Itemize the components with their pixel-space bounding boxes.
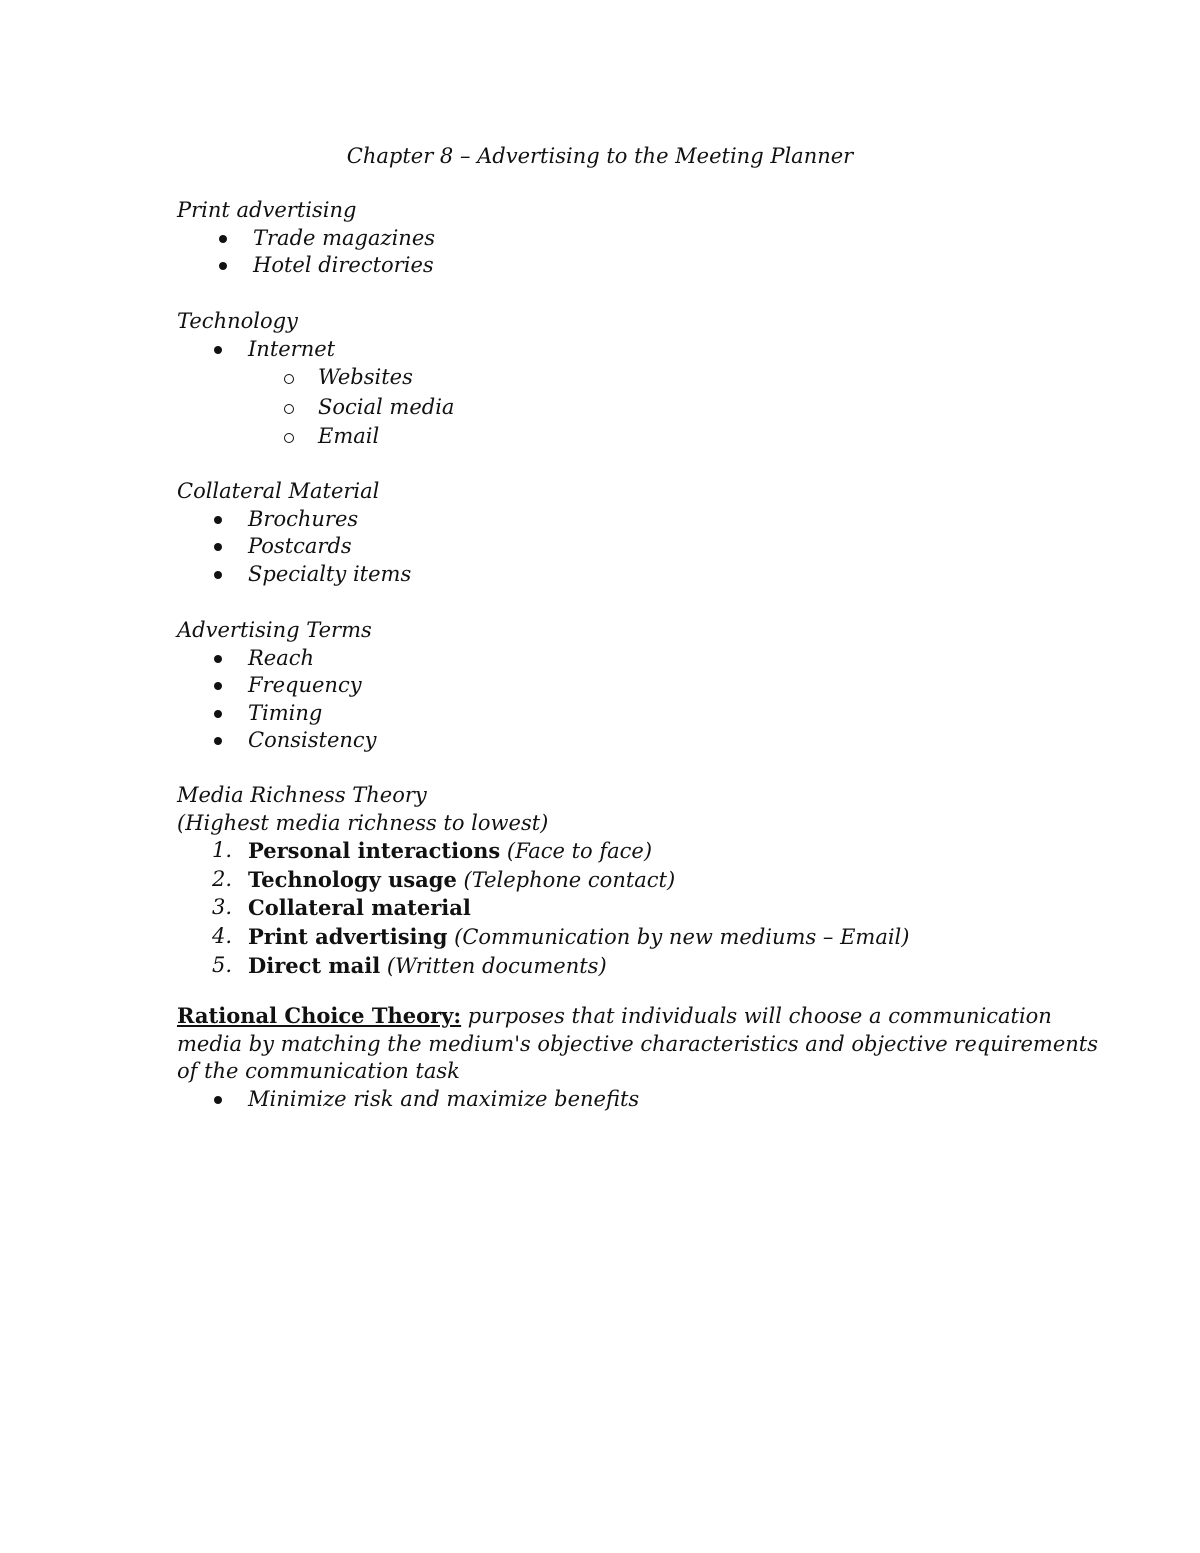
list-item	[177, 533, 1037, 561]
section-rational-choice-theory	[177, 1002, 1098, 1113]
section-media-richness-theory	[177, 782, 1037, 980]
item-note: (Communication by new mediums – Email)	[454, 924, 910, 949]
section-heading: Collateral Material	[177, 479, 380, 503]
item-number: 1.	[212, 838, 233, 863]
numbered-item	[177, 952, 1037, 981]
section-subheading: (Highest media richness to lowest)	[177, 810, 549, 835]
bullet-list	[177, 506, 1037, 589]
item-bold-text: Direct mail	[248, 952, 381, 978]
section-advertising-terms	[177, 617, 1037, 755]
list-item-text: Internet	[248, 336, 336, 361]
list-item	[177, 727, 1037, 755]
list-item-text: Brochures	[248, 506, 359, 531]
list-item-text: Reach	[248, 645, 315, 670]
list-item-text: Timing	[248, 700, 323, 725]
list-item-text: Hotel directories	[253, 253, 434, 278]
item-note: (Face to face)	[506, 839, 653, 864]
paragraph-line: media by matching the medium's objective characteristics and objective requirements	[177, 1031, 1098, 1056]
bullet-icon	[214, 571, 222, 579]
section-heading: Print advertising	[177, 198, 357, 222]
item-note: (Telephone contact)	[463, 867, 676, 892]
section-heading: Advertising Terms	[177, 618, 372, 642]
bullet-list	[177, 1086, 1037, 1114]
item-bold-text: Collateral material	[248, 895, 471, 921]
hollow-bullet-icon	[284, 404, 294, 414]
list-item-text: Minimize risk and maximize benefits	[248, 1086, 640, 1111]
paragraph-line: purposes that individuals will choose a communication	[467, 1004, 1052, 1028]
section-heading: Technology	[177, 309, 298, 333]
sub-list-item-text: Social media	[318, 394, 455, 419]
item-bold-text: Technology usage	[248, 866, 457, 892]
list-item-text: Trade magazines	[253, 225, 436, 250]
list-item	[177, 645, 1037, 673]
item-bold-text: Print advertising	[248, 923, 448, 949]
list-item	[177, 336, 1037, 364]
bullet-list	[177, 225, 1037, 280]
sub-list-item-text: Websites	[318, 365, 413, 390]
numbered-item	[177, 866, 1037, 895]
list-item	[177, 561, 1037, 589]
numbered-list	[177, 837, 1037, 980]
list-item-text: Frequency	[248, 673, 362, 698]
section-heading: Media Richness Theory	[177, 783, 427, 807]
list-item-text: Consistency	[248, 728, 377, 753]
list-item	[177, 252, 1037, 280]
list-item	[177, 225, 1037, 253]
item-bold-text: Personal interactions	[248, 838, 501, 864]
list-item	[177, 1086, 1037, 1114]
sub-list-item	[177, 363, 1037, 393]
term-label: Rational Choice Theory:	[177, 1003, 462, 1028]
bullet-list	[177, 336, 1037, 364]
bullet-icon	[214, 1096, 222, 1104]
section-collateral-material	[177, 478, 1037, 588]
bullet-icon	[214, 516, 222, 524]
item-note: (Written documents)	[386, 953, 607, 978]
bullet-list	[177, 645, 1037, 755]
paragraph-line: of the communication task	[177, 1059, 460, 1084]
bullet-icon	[214, 710, 222, 718]
sub-list-item	[177, 393, 1037, 423]
bullet-icon	[214, 655, 222, 663]
item-number: 3.	[212, 895, 233, 920]
list-item	[177, 506, 1037, 534]
numbered-item	[177, 837, 1037, 866]
item-number: 5.	[212, 952, 233, 977]
paragraph	[177, 1002, 1098, 1086]
bullet-icon	[219, 235, 227, 243]
numbered-item	[177, 894, 1037, 923]
item-number: 2.	[212, 866, 233, 891]
numbered-item	[177, 923, 1037, 952]
list-item	[177, 672, 1037, 700]
list-item-text: Postcards	[248, 534, 352, 559]
list-item	[177, 700, 1037, 728]
list-item-text: Specialty items	[248, 561, 412, 586]
section-print-advertising	[177, 197, 1037, 280]
sub-list-item-text: Email	[318, 424, 380, 449]
page-title: Chapter 8 – Advertising to the Meeting Planner	[346, 144, 854, 168]
sub-list-item	[177, 422, 1037, 452]
bullet-icon	[214, 346, 222, 354]
sub-list	[177, 363, 1037, 452]
section-technology	[177, 308, 1037, 452]
item-number: 4.	[212, 923, 233, 948]
